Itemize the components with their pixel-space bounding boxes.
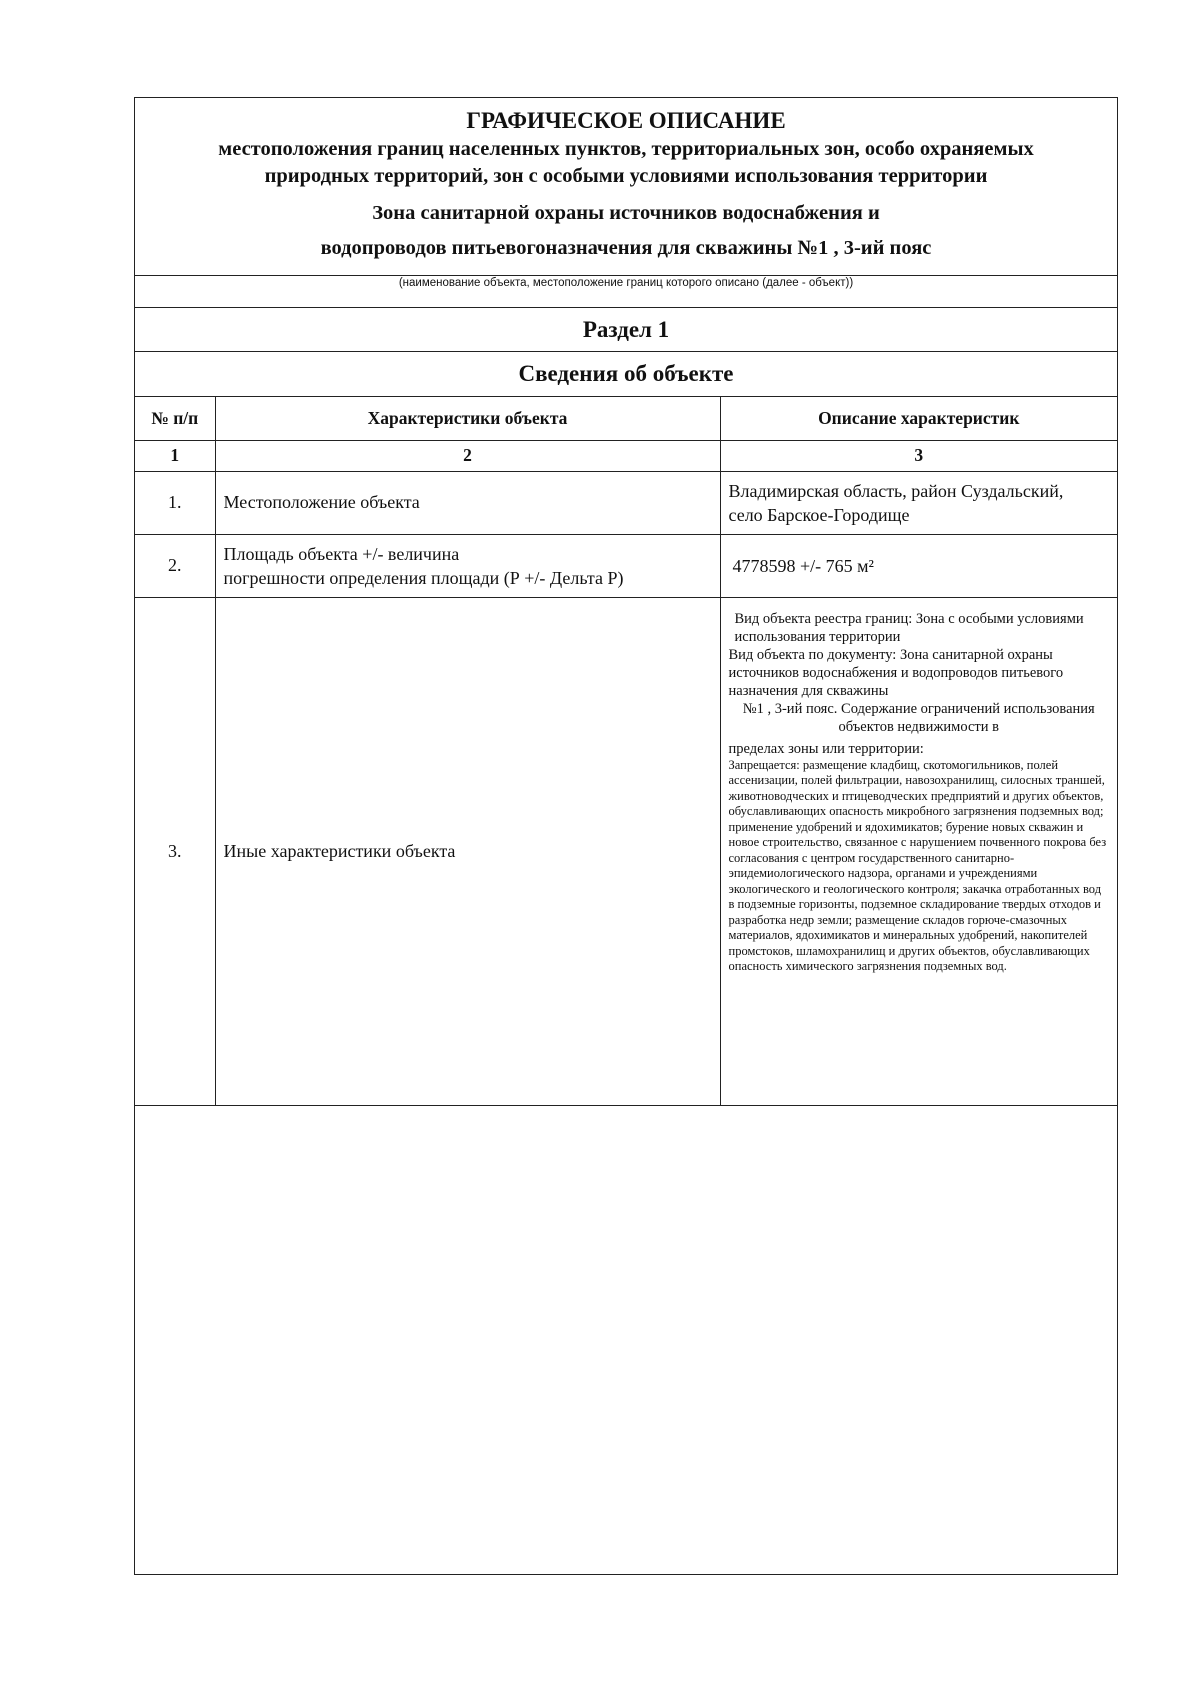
restriction-heading: №1 , 3-ий пояс. Содержание ограничений использования объектов недвижимости в: [742, 700, 1095, 735]
table-header-row: [135, 397, 1117, 440]
area-label-line-1: Площадь объекта +/- величина: [223, 543, 460, 564]
row-description: [720, 597, 1117, 1105]
row-number: 3.: [135, 597, 215, 1105]
document-header: [135, 98, 1117, 276]
restriction-text: Запрещается: размещение кладбищ, скотомогильников, полей ассенизации, полей фильтрации, навозохранилищ, силосных траншей, животноводческих и птицеводческих предприятий и других объектов, обуславливающих опасность микробного загрязнения подземных вод; применение удобрений и ядохимикатов; бурение новых скважин и новое строительство, связанное с нарушением почвенного покрова без согласования с центром государственного санитарно-эпидемиологического надзора, органами и учреждениями экологического и геологического контроля; закачка отработанных вод в подземные горизонты, подземное складирование твердых отходов и разработка недр земли; размещение складов горюче-смазочных материалов, ядохимикатов и минеральных удобрений, накопителей промстоков, шламохранилищ и других объектов, обуславливающих опасность химического загрязнения подземных вод.: [728, 757, 1107, 973]
table-row: [135, 534, 1117, 597]
registry-object-type: Вид объекта реестра границ: Зона с особыми условиями использования территории: [734, 610, 1084, 645]
column-header-description: Описание характеристик: [720, 397, 1117, 440]
column-number: 3: [720, 440, 1117, 471]
document-title: ГРАФИЧЕСКОЕ ОПИСАНИЕ: [466, 108, 786, 133]
table-row: [135, 471, 1117, 534]
object-info-table: [135, 397, 1117, 1106]
object-name-line-1: Зона санитарной охраны источников водоснабжения и: [372, 202, 880, 224]
document-subtitle-line-1: местоположения границ населенных пунктов, территориальных зон, особо охраняемых: [218, 138, 1034, 160]
section-heading: Раздел 1: [135, 308, 1117, 352]
column-number: 1: [135, 440, 215, 471]
row-characteristic: Иные характеристики объекта: [215, 597, 720, 1105]
object-name-line-2: водопроводов питьевогоназначения для скважины №1 , 3-ий пояс: [320, 237, 932, 259]
row-characteristic: Местоположение объекта: [215, 471, 720, 534]
location-line-2: село Барское-Городище: [728, 504, 910, 525]
row-number: 1.: [135, 471, 215, 534]
row-characteristic: [215, 534, 720, 597]
column-number: 2: [215, 440, 720, 471]
location-line-1: Владимирская область, район Суздальский,: [728, 480, 1064, 501]
column-header-characteristics: Характеристики объекта: [215, 397, 720, 440]
object-name-note: (наименование объекта, местоположение границ которого описано (далее - объект)): [135, 276, 1117, 308]
row-description: [720, 471, 1117, 534]
section-title: Сведения об объекте: [135, 352, 1117, 397]
column-header-number: № п/п: [135, 397, 215, 440]
document-object-type: Вид объекта по документу: Зона санитарной охраны источников водоснабжения и водопроводов питьевого назначения для скважины: [728, 646, 1064, 699]
column-number-row: [135, 440, 1117, 471]
row-number: 2.: [135, 534, 215, 597]
document-frame: [134, 97, 1118, 1575]
area-label-line-2: погрешности определения площади (Р +/- Дельта Р): [223, 567, 624, 588]
area-value: 4778598 +/- 765 м²: [720, 534, 1117, 597]
table-row: [135, 597, 1117, 1105]
restriction-heading-end: пределах зоны или территории:: [728, 740, 924, 757]
document-subtitle-line-2: природных территорий, зон с особыми условиями использования территории: [264, 165, 988, 187]
